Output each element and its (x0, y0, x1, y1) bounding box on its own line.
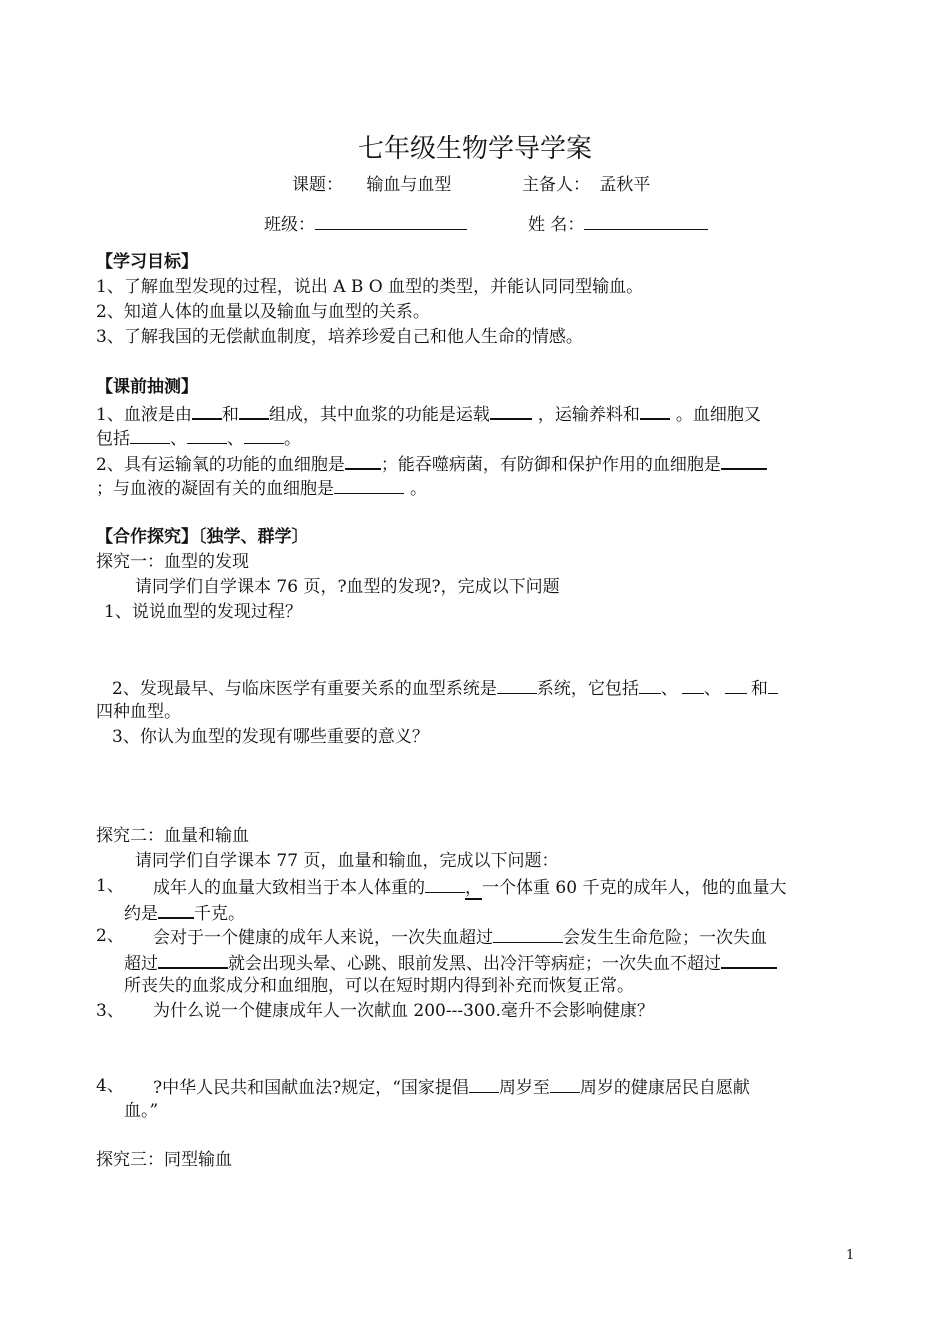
text: 会发生生命危险；一次失血 (563, 928, 767, 948)
text: ?中华人民共和国献血法?规定，“国家提倡 (153, 1078, 469, 1098)
text: 千克。 (194, 904, 245, 924)
explore-2-q4-num: 4、 (96, 1076, 124, 1096)
page-number: 1 (846, 1248, 855, 1263)
explore-1-q1: 1、说说血型的发现过程？ (104, 602, 302, 622)
text: 2、发现最早、与临床医学有重要关系的血型系统是 (112, 679, 497, 699)
answer-blank[interactable] (425, 875, 465, 893)
answer-blank[interactable] (721, 451, 767, 470)
text: 包括 (96, 429, 130, 449)
learning-goal-3: 3、了解我国的无偿献血制度，培养珍爱自己和他人生命的情感。 (96, 327, 583, 347)
explore-2-q1-num: 1、 (96, 876, 124, 896)
text: 1、血液是由 (96, 405, 192, 425)
explore-1-q3: 3、你认为血型的发现有哪些重要的意义？ (112, 727, 429, 747)
author-line (522, 174, 650, 196)
text: 就会出现头晕、心跳、眼前发黑、出冷汗等病症；一次失血不超过 (228, 954, 721, 974)
answer-blank[interactable] (469, 1075, 499, 1093)
answer-blank[interactable] (682, 676, 704, 694)
explore-2-q2-line3: 所丧失的血浆成分和血细胞，可以在短时期内得到补充而恢复正常。 (124, 976, 634, 996)
learning-goal-2: 2、知道人体的血量以及输血与血型的关系。 (96, 302, 430, 322)
text: ， (465, 878, 482, 898)
explore-2-q4-line1 (153, 1075, 750, 1099)
answer-blank[interactable] (550, 1075, 580, 1093)
answer-blank[interactable] (158, 900, 194, 919)
pretest-q1-line1 (96, 401, 761, 426)
text: 周岁至 (498, 1078, 550, 1098)
explore-3-title: 探究三：同型输血 (96, 1150, 232, 1170)
text: 、 (227, 429, 244, 449)
answer-blank[interactable] (721, 950, 777, 969)
text: 系统，它包括 (536, 679, 639, 699)
explore-2-q1-line1 (153, 875, 786, 899)
answer-blank[interactable] (158, 950, 228, 969)
answer-blank[interactable] (345, 451, 381, 470)
text: 。 (284, 429, 301, 449)
explore-2-q2-line1 (153, 925, 767, 949)
learning-goal-1: 1、了解血型发现的过程，说出 A B O 血型的类型，并能认同同型输血。 (96, 277, 644, 297)
topic-line (292, 174, 451, 196)
name-label: 姓 名： (528, 215, 585, 235)
answer-blank[interactable] (130, 426, 170, 444)
text: ；能吞噬病菌，有防御和保护作用的血细胞是 (380, 455, 721, 475)
answer-blank[interactable] (490, 401, 532, 420)
pretest-q1-line2 (96, 426, 301, 450)
text: 一个体重 60 千克的成年人，他的血量大 (482, 878, 787, 898)
answer-blank[interactable] (725, 676, 747, 694)
name-blank[interactable] (584, 212, 708, 230)
explore-1-q2-line1 (112, 676, 778, 700)
explore-1-q2-line2: 四种血型。 (96, 702, 181, 722)
explore-2-q3: 为什么说一个健康成年人一次献血 200---300.毫升不会影响健康？ (153, 1001, 654, 1021)
answer-blank[interactable] (187, 426, 227, 444)
answer-blank[interactable] (493, 925, 563, 943)
text: 。 (410, 479, 427, 499)
class-blank[interactable] (315, 212, 467, 230)
answer-blank[interactable] (497, 676, 537, 694)
author-label: 主备人： (522, 175, 590, 195)
text: ，运输养料和 (537, 405, 640, 425)
explore-heading: 【合作探究】〔独学、群学〕 (96, 527, 309, 547)
topic-label: 课题： (292, 175, 343, 195)
page-title: 七年级生物学导学案 (357, 134, 592, 164)
text: 、 (703, 679, 721, 699)
answer-blank[interactable] (639, 676, 661, 694)
text: 、 (170, 429, 187, 449)
text: 周岁的健康居民自愿献 (579, 1078, 750, 1098)
explore-1-intro: 请同学们自学课本 76 页，?血型的发现?，完成以下问题 (135, 577, 560, 597)
learning-goals-heading: 【学习目标】 (96, 252, 198, 272)
explore-2-title: 探究二：血量和输血 (96, 826, 249, 846)
text: 。血细胞又 (675, 405, 761, 425)
answer-blank[interactable] (192, 401, 222, 420)
pretest-heading: 【课前抽测】 (96, 377, 198, 397)
text: 超过 (124, 954, 158, 974)
explore-2-q2-line2 (124, 950, 777, 975)
answer-blank[interactable] (768, 676, 778, 694)
class-label: 班级： (264, 215, 315, 235)
explore-2-q4-line2: 血。” (124, 1101, 159, 1121)
pretest-q2-line2 (96, 476, 427, 500)
answer-blank[interactable] (239, 401, 269, 420)
name-line (528, 212, 708, 236)
topic-value: 输血与血型 (366, 175, 452, 195)
text: 组成，其中血浆的功能是运载 (268, 405, 490, 425)
explore-2-q1-line2 (124, 900, 245, 925)
answer-blank[interactable] (640, 401, 670, 420)
text: 成年人的血量大致相当于本人体重的 (153, 878, 425, 898)
explore-1-title: 探究一：血型的发现 (96, 552, 249, 572)
class-line (264, 212, 467, 236)
text: 会对于一个健康的成年人来说，一次失血超过 (153, 928, 493, 948)
text: ；与血液的凝固有关的血细胞是 (96, 479, 334, 499)
author-value: 孟秋平 (599, 175, 651, 195)
explore-2-intro: 请同学们自学课本 77 页，血量和输血，完成以下问题： (135, 851, 559, 871)
explore-2-q2-num: 2、 (96, 926, 124, 946)
text: 和 (221, 405, 239, 425)
text: 约是 (124, 904, 158, 924)
text: 、 (660, 679, 678, 699)
text: 和 (750, 679, 768, 699)
text: 2、具有运输氧的功能的血细胞是 (96, 455, 345, 475)
pretest-q2-line1 (96, 451, 767, 476)
answer-blank[interactable] (334, 476, 404, 494)
explore-2-q3-num: 3、 (96, 1001, 124, 1021)
answer-blank[interactable] (244, 426, 284, 444)
